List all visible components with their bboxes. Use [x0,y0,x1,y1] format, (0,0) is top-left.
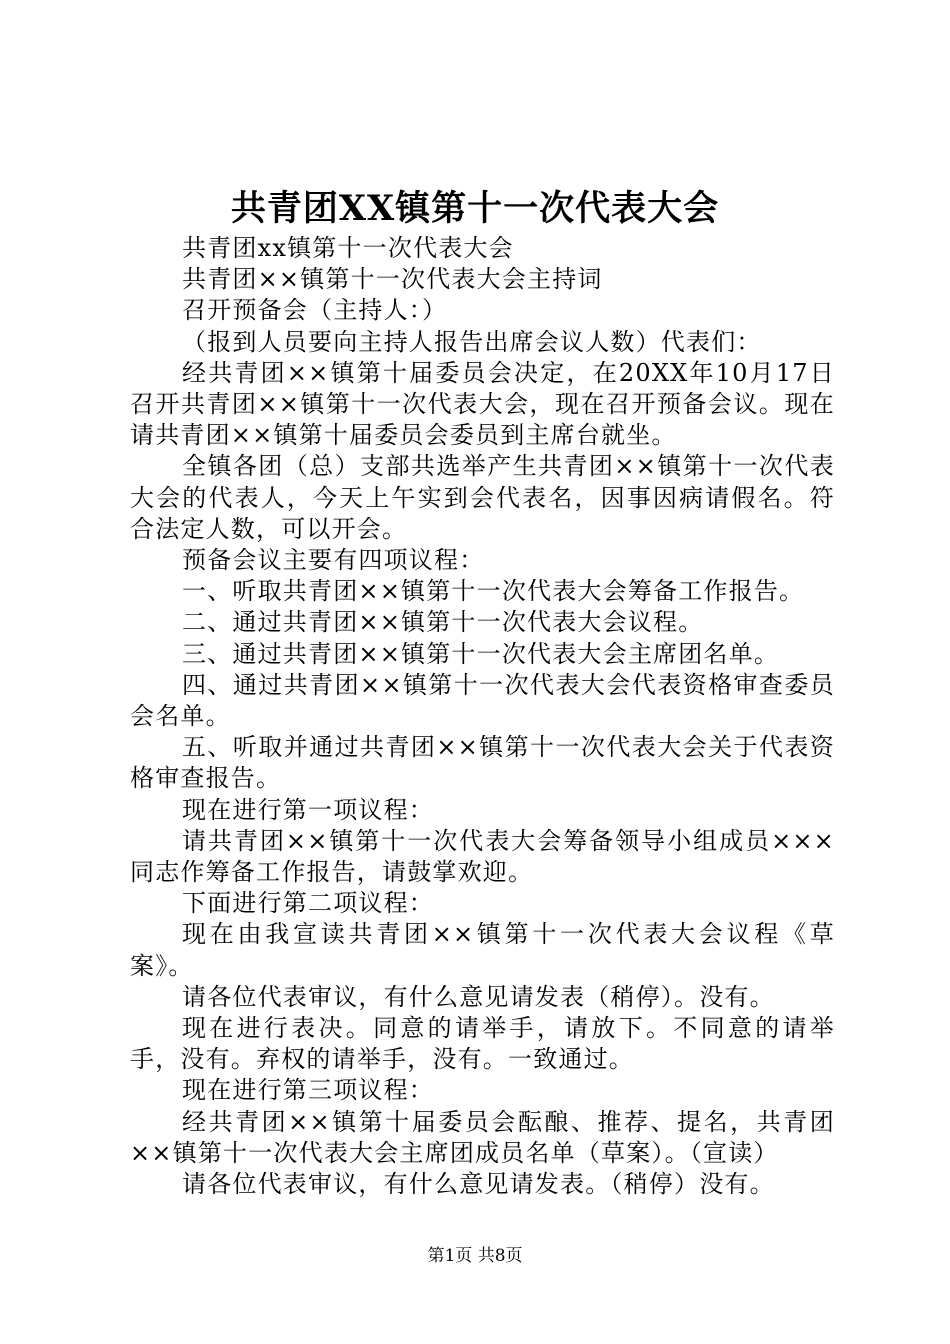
paragraph: 共青团××镇第十一次代表大会主持词 [182,265,603,294]
paragraph: 共青团xx镇第十一次代表大会 [182,234,514,262]
paragraph: 现在进行第三项议程： [182,1076,434,1105]
paragraph: （报到人员要向主持人报告出席会议人数）代表们： [182,327,762,356]
paragraph: 预备会议主要有四项议程： [182,546,485,575]
document-title: 共青团XX镇第十一次代表大会 [230,188,720,229]
paragraph: 请各位代表审议，有什么意见请发表（稍停）。没有。 [182,982,775,1011]
paragraph: 四、通过共青团××镇第十一次代表大会代表资格审查委员会名单。 [130,670,835,731]
paragraph: 现在进行表决。同意的请举手，请放下。不同意的请举手，没有。弃权的请举手，没有。一致通过。 [130,1014,835,1074]
page-footer: 第1页 共8页 [427,1246,523,1266]
paragraph: 二、通过共青团××镇第十一次代表大会议程。 [182,608,704,637]
paragraph: 请各位代表审议，有什么意见请发表。（稍停）没有。 [182,1170,775,1199]
document-body [130,233,835,1200]
paragraph: 召开预备会（主持人：） [182,296,448,325]
paragraph: 下面进行第二项议程： [182,889,434,918]
paragraph: 经共青团××镇第十届委员会决定，在20XX年10月17日召开共青团××镇第十一次代表大会，现在召开预备会议。现在请共青团××镇第十届委员会委员到主席台就坐。 [130,358,835,450]
paragraph: 全镇各团（总）支部共选举产生共青团××镇第十一次代表大会的代表人，今天上午实到会代表名，因事因病请假名。符合法定人数，可以开会。 [130,452,835,543]
paragraph: 请共青团××镇第十一次代表大会筹备领导小组成员×××同志作筹备工作报告，请鼓掌欢迎。 [130,826,835,887]
paragraph: 现在由我宣读共青团××镇第十一次代表大会议程《草案》。 [130,920,835,980]
paragraph: 一、听取共青团××镇第十一次代表大会筹备工作报告。 [182,577,805,606]
paragraph: 三、通过共青团××镇第十一次代表大会主席团名单。 [182,639,780,668]
paragraph: 经共青团××镇第十届委员会酝酿、推荐、提名，共青团××镇第十一次代表大会主席团成员名单（草案）。（宣读） [130,1107,835,1167]
paragraph: 现在进行第一项议程： [182,795,434,824]
paragraph: 五、听取并通过共青团××镇第十一次代表大会关于代表资格审查报告。 [130,733,835,793]
